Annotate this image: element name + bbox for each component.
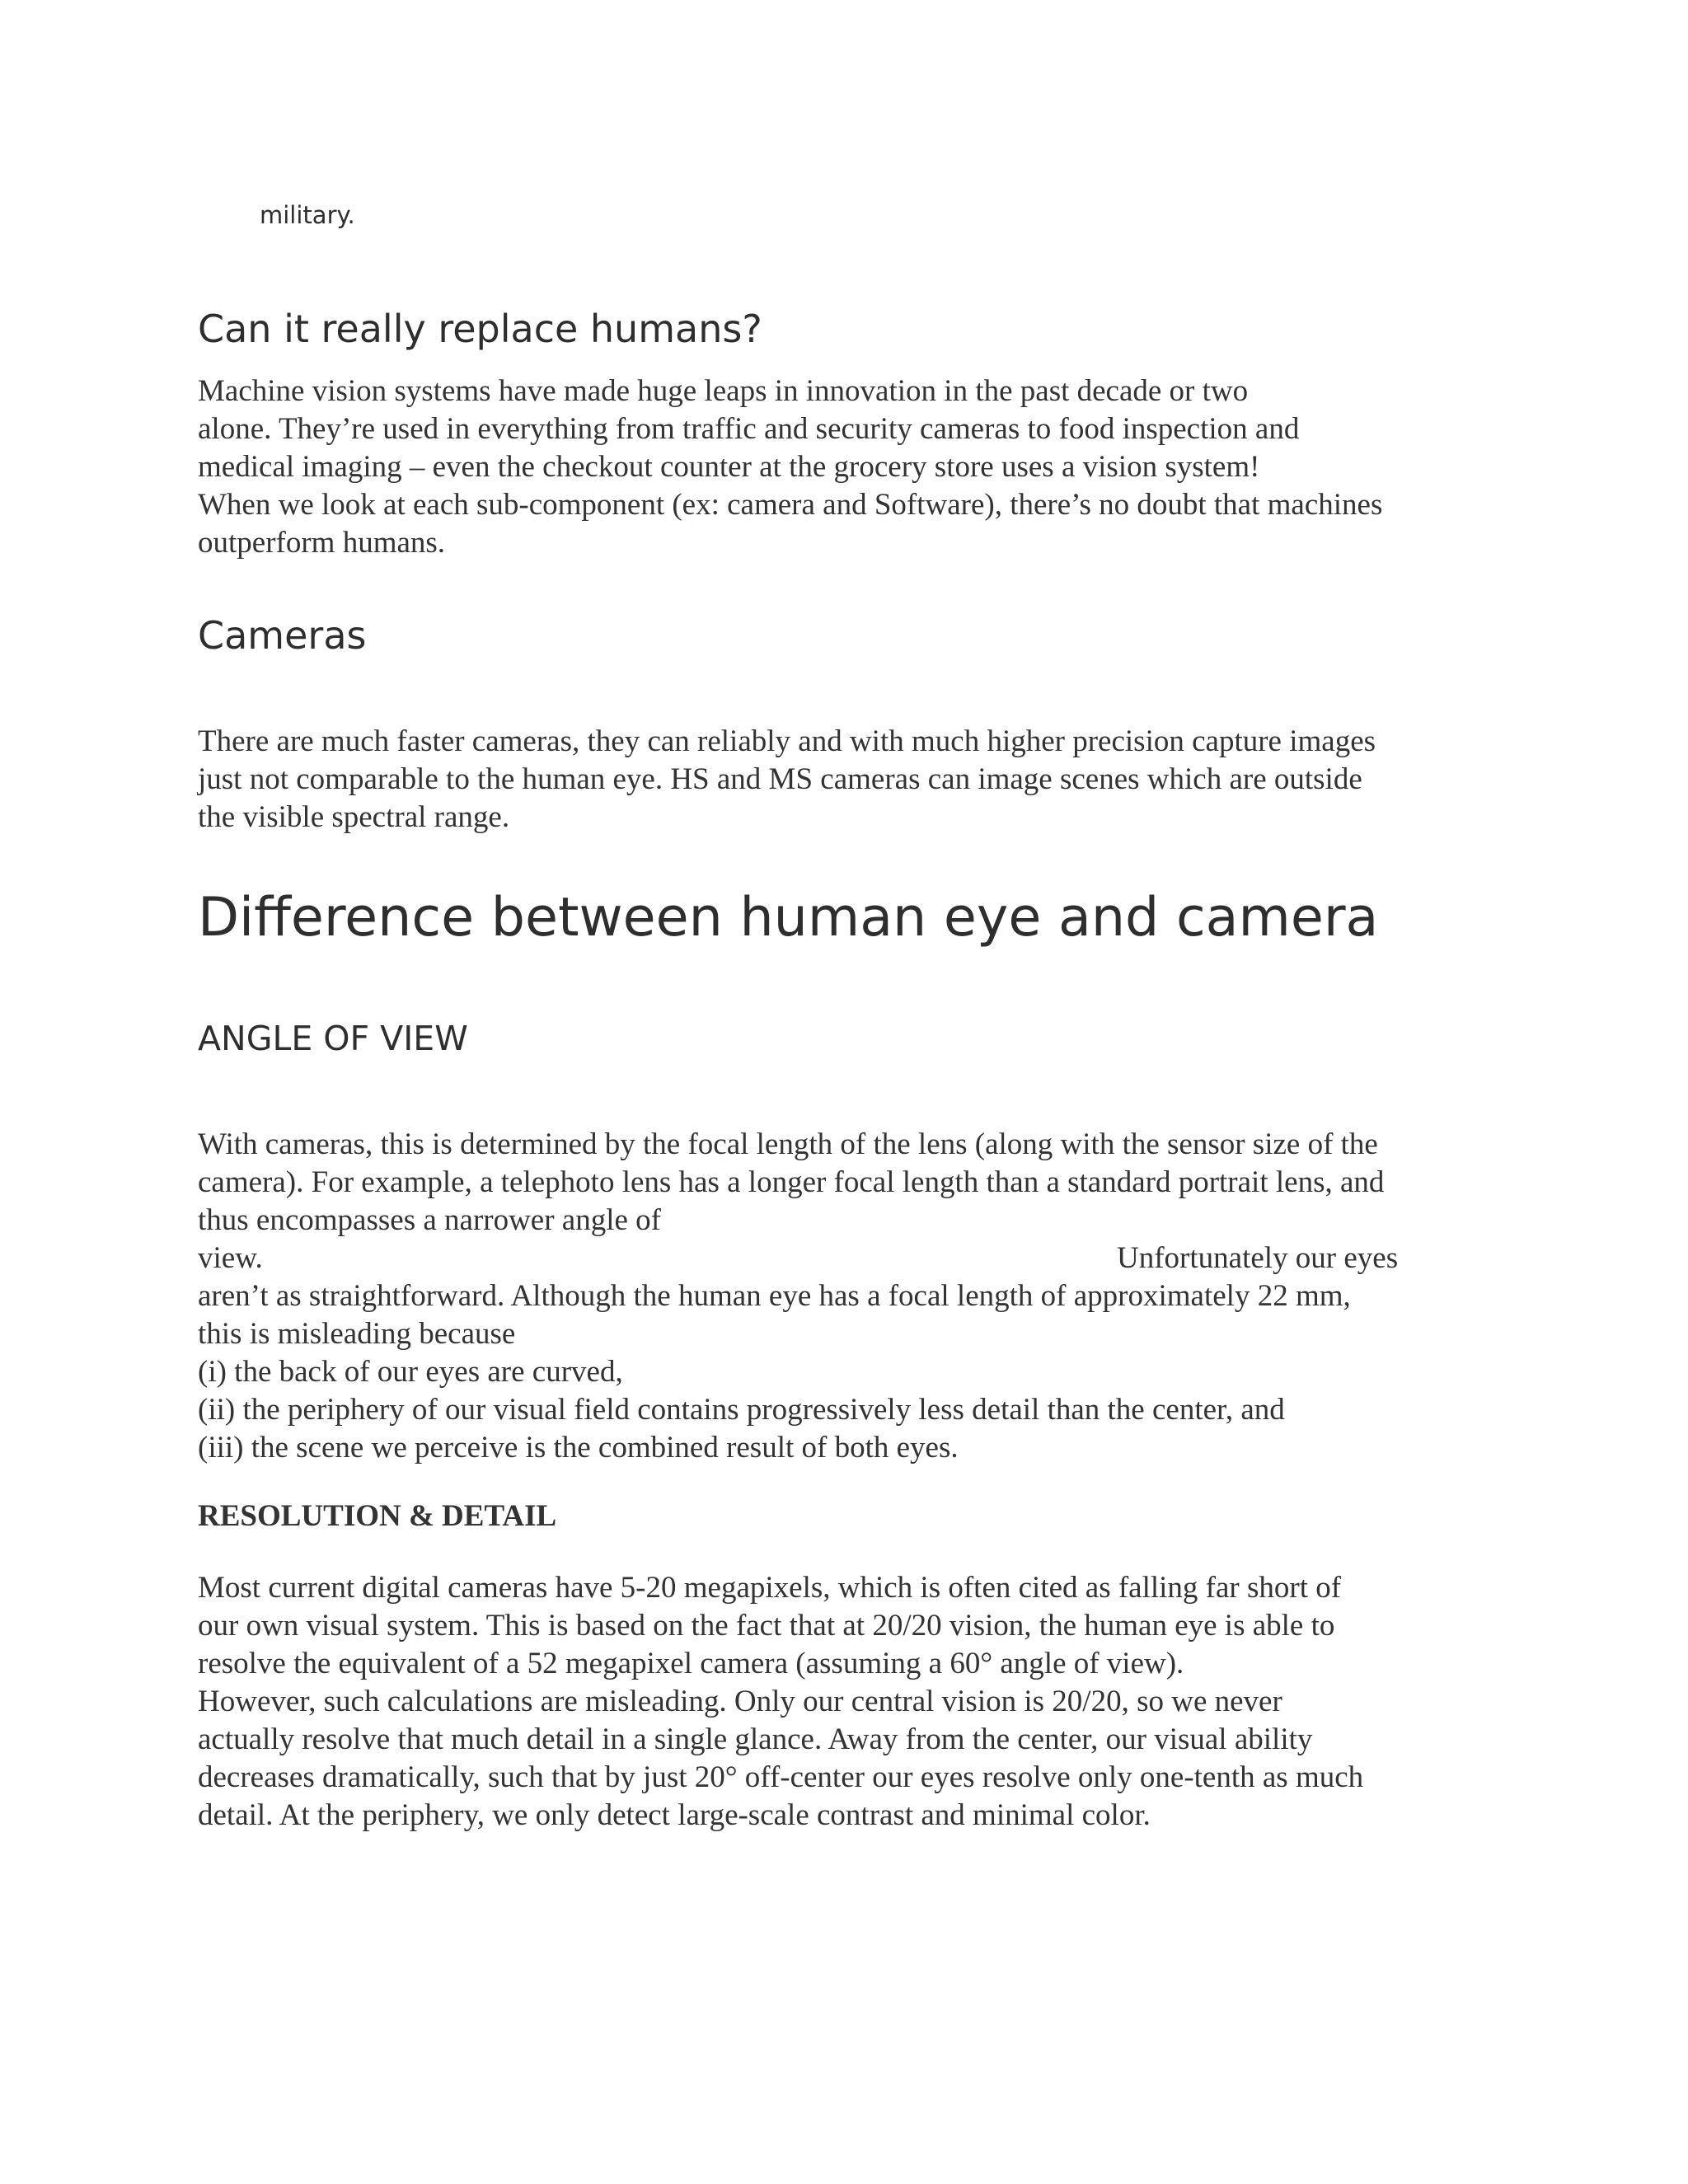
paragraph-line: camera). For example, a telephoto lens has a longer focal length than a standard portrait lens, and [198,1165,1385,1199]
paragraph-line: However, such calculations are misleading. Only our central vision is 20/20, so we never [198,1685,1282,1718]
heading-replace-humans: Can it really replace humans? [198,307,762,351]
list-item: (ii) the periphery of our visual field contains progressively less detail than the center, and [198,1393,1285,1427]
paragraph-line: Machine vision systems have made huge leaps in innovation in the past decade or two [198,374,1249,408]
paragraph-resolution-detail [198,1569,1484,1835]
list-item: (iii) the scene we perceive is the combined result of both eyes. [198,1431,959,1465]
heading-resolution-detail: RESOLUTION & DETAIL [198,1499,557,1533]
paragraph-cameras [198,723,1484,837]
paragraph-line: this is misleading because [198,1317,516,1351]
list-item: (i) the back of our eyes are curved, [198,1355,623,1389]
paragraph-line: Most current digital cameras have 5-20 megapixels, which is often cited as falling far short of [198,1571,1342,1605]
paragraph-line: resolve the equivalent of a 52 megapixel camera (assuming a 60° angle of view). [198,1647,1184,1680]
heading-difference: Difference between human eye and camera [198,887,1379,949]
paragraph-line: outperform humans. [198,526,446,560]
heading-angle-of-view: ANGLE OF VIEW [198,1019,468,1058]
justified-split-line [198,1240,1484,1277]
paragraph-line: medical imaging – even the checkout counter at the grocery store uses a vision system! [198,450,1260,484]
carry-over-text: military. [260,201,355,229]
paragraph-line: aren’t as straightforward. Although the human eye has a focal length of approximately 22 mm, [198,1279,1351,1313]
paragraph-replace-humans [198,373,1484,562]
paragraph-line: detail. At the periphery, we only detect large-scale contrast and minimal color. [198,1798,1151,1832]
paragraph-line: just not comparable to the human eye. HS and MS cameras can image scenes which are outside [198,762,1362,796]
paragraph-line: There are much faster cameras, they can reliably and with much higher precision capture images [198,724,1376,758]
paragraph-line: decreases dramatically, such that by just 20° off-center our eyes resolve only one-tenth as much [198,1760,1364,1794]
split-line-right: Unfortunately our eyes [1117,1241,1399,1275]
paragraph-line: thus encompasses a narrower angle of [198,1203,661,1237]
paragraph-line: actually resolve that much detail in a single glance. Away from the center, our visual ability [198,1722,1313,1756]
paragraph-line: alone. They’re used in everything from traffic and security cameras to food inspection and [198,412,1300,446]
paragraph-line: the visible spectral range. [198,800,510,834]
paragraph-line: our own visual system. This is based on the fact that at 20/20 vision, the human eye is able to [198,1609,1335,1643]
paragraph-line: With cameras, this is determined by the focal length of the lens (along with the sensor size of the [198,1127,1378,1161]
paragraph-angle-of-view [198,1126,1484,1467]
paragraph-line: When we look at each sub-component (ex: camera and Software), there’s no doubt that machines [198,488,1383,522]
split-line-left: view. [198,1241,263,1275]
heading-cameras: Cameras [198,613,367,658]
